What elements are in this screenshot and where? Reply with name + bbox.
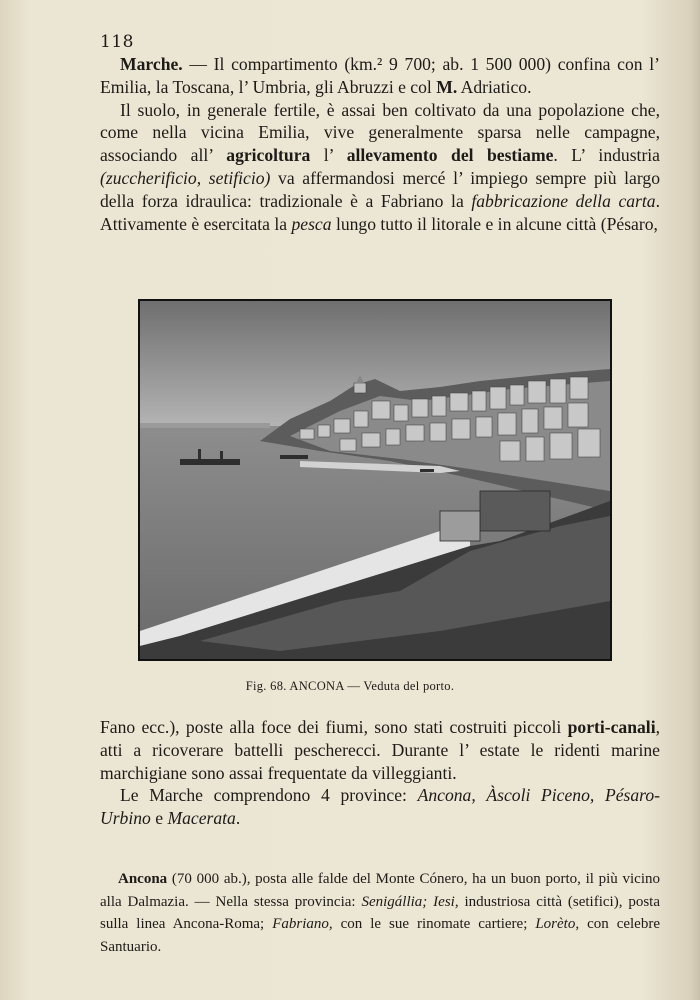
text-block-bottom [100,716,660,830]
paragraph-ancona-detail: Ancona (70 000 ab.), posta alle falde del Monte Cónero, ha un buon porto, il più vicino alla Dalmazia. — Nella stessa provincia: Senigállia; Iesi, industriosa città (setifici), posta sulla linea Ancona-Roma; Fabriano, con le sue rinomate cartiere; Lorèto, con celebre Santuario. [100,871,660,955]
text-block-top [100,53,660,235]
paragraph-suolo: Il suolo, in generale fertile, è assai ben coltivato da una popolazione che, come nella vicina Emilia, vive generalmente sparsa nelle campagne, associando all’ agricoltura l’ allevamento del bestiame. L’ industria (zuccherificio, setificio) va affermandosi mercé l’ impiego sempre più largo della forza idraulica: tradizionale è a Fabriano la fabbricazione della carta. Attivamente è esercitata la pesca lungo tutto il litorale e in alcune città (Pésaro, [100,99,660,234]
ancona-harbor-photo [138,299,612,661]
heading-marche: Marche. [120,54,183,74]
paragraph-province: Le Marche comprendono 4 province: Ancona, Àscoli Piceno, Pésaro-Urbino e Macerata. [100,785,660,829]
figure-caption: Fig. 68. ANCONA — Veduta del porto. [245,679,455,693]
paragraph-marche-intro: Marche. — Il compartimento (km.² 9 700; ab. 1 500 000) confina con l’ Emilia, la Toscana, l’ Umbria, gli Abruzzi e col M. Adriatico. [100,54,660,97]
page-number: 118 [100,32,134,52]
paragraph-fano: Fano ecc.), poste alla foce dei fiumi, sono stati costruiti piccoli porti-canali, atti a ricoverare battelli pescherecci. Durante l’ estate le ridenti marine marchigiane sono assai frequentate da villeggianti. [100,717,660,783]
